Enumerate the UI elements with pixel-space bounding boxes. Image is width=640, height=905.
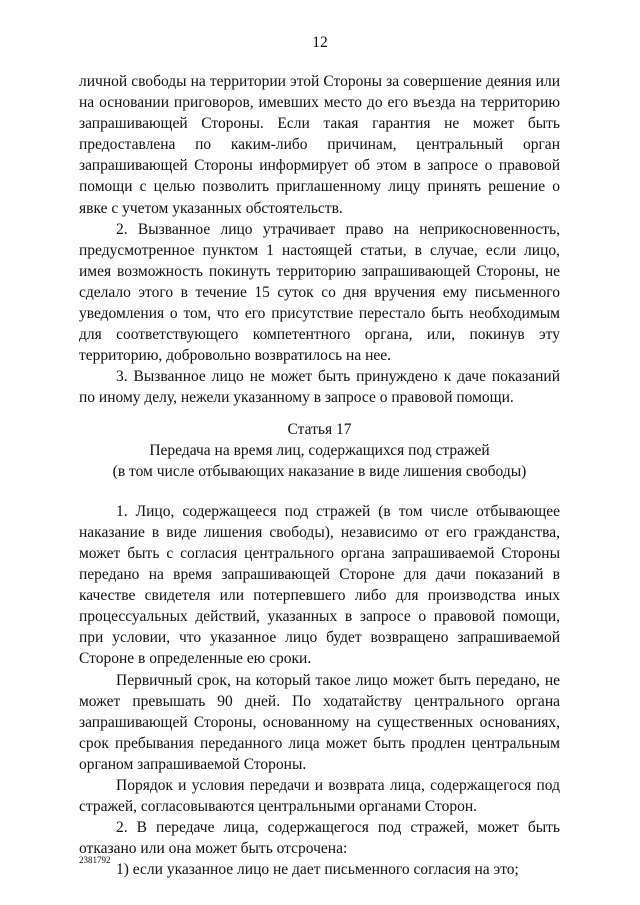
article-number: Статья 17 bbox=[287, 420, 352, 438]
paragraph-clause-3: 3. Вызванное лицо не может быть принуждено к даче показаний по иному делу, нежели указанному в запросе о правовой помощи. bbox=[79, 368, 560, 407]
paragraph-continuation: личной свободы на территории этой Стороны за совершение деяния или на основании приговоров, имевших место до его въезда на территорию запрашивающей Стороны. Если такая гарантия не может быть предоставлена по каким-либо причинам, центральный орган запрашивающей Стороны информирует об этом в запросе о правовой помощи с целью позволить приглашенному лицу принять решение о явке с учетом указанных обстоятельств. bbox=[79, 73, 560, 217]
paragraph-article-clause-2: 2. В передаче лица, содержащегося под стражей, может быть отказано или она может быть отсрочена: bbox=[79, 819, 560, 858]
spacer bbox=[79, 482, 560, 501]
article-title-line-2: (в том числе отбывающих наказание в виде лишения свободы) bbox=[112, 462, 527, 480]
article-title-line-1: Передача на время лиц, содержащихся под стражей bbox=[149, 441, 490, 459]
paragraph-initial-term: Первичный срок, на который такое лицо может быть передано, не может превышать 90 дней. По ходатайству центрального органа запрашивающей Стороны, основанному на существенных основаниях, срок пребывания переданного лица может быть продлен центральным органом запрашиваемой Стороны. bbox=[79, 671, 560, 773]
paragraph-procedure: Порядок и условия передачи и возврата лица, содержащегося под стражей, согласовываются центральными органами Сторон. bbox=[79, 777, 560, 816]
paragraph-clause-2: 2. Вызванное лицо утрачивает право на неприкосновенность, предусмотренное пунктом 1 настоящей статьи, в случае, если лицо, имея возможность покинуть территорию запрашивающей Стороны, не сделало этого в течение 15 суток со дня вручения ему письменного уведомления о том, что его присутствие перестало быть необходимым для соответствующего компетентного органа, или, покинув эту территорию, добровольно возвратилось на нее. bbox=[79, 220, 560, 365]
page-number: 12 bbox=[312, 34, 328, 51]
document-code: 2381792 bbox=[79, 855, 111, 865]
paragraph-article-clause-1: 1. Лицо, содержащееся под стражей (в том числе отбывающее наказание в виде лишения свободы), независимо от его гражданства, может быть с согласия центрального органа запрашиваемой Стороны передано на время запрашивающей Стороне для дачи показаний в качестве свидетеля или потерпевшего либо для производства иных процессуальных действий, указанных в запросе о правовой помощи, при условии, что указанное лицо будет возвращено запрашиваемой Стороне в определенные ею сроки. bbox=[79, 502, 560, 668]
paragraph-subclause-1: 1) если указанное лицо не дает письменного согласия на это; bbox=[116, 861, 519, 879]
spacer bbox=[79, 409, 560, 419]
document-body bbox=[79, 71, 560, 880]
